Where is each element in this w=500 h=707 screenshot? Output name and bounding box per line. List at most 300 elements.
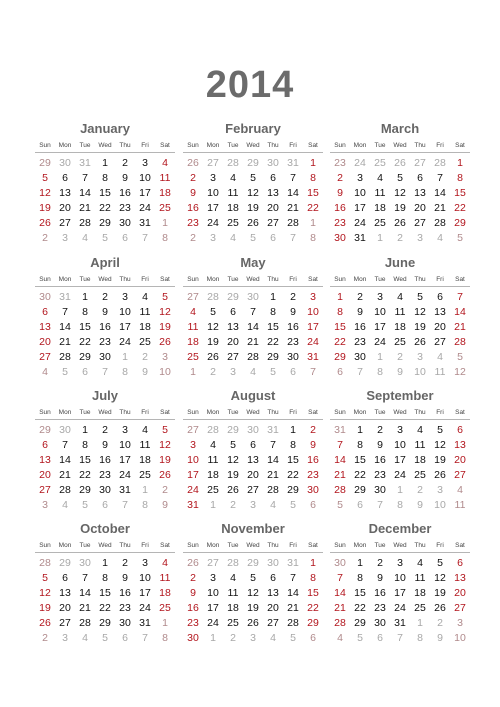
day-cell: 9 (290, 305, 296, 318)
day-cell: 31 (119, 483, 131, 496)
day-cell: 14 (247, 320, 259, 333)
month-title: September (366, 388, 434, 403)
weekday-label: Tue (227, 142, 239, 149)
day-cell: 25 (414, 468, 426, 481)
weekday-label: Fri (141, 542, 149, 549)
day-cell: 13 (39, 453, 51, 466)
day-cell: 3 (210, 571, 216, 584)
day-cell: 10 (394, 438, 406, 451)
day-cell: 11 (227, 186, 239, 199)
adjacent-month-day-cell: 2 (42, 231, 48, 244)
day-cell: 2 (377, 423, 383, 436)
day-cell: 8 (337, 305, 343, 318)
day-cell: 4 (142, 290, 148, 303)
adjacent-month-day-cell: 27 (207, 156, 219, 169)
weekday-label: Tue (79, 276, 91, 283)
day-cell: 27 (267, 616, 279, 629)
day-cell: 22 (79, 468, 91, 481)
adjacent-month-day-cell: 3 (417, 231, 423, 244)
weekday-label: Sun (39, 542, 51, 549)
weekday-label: Sat (160, 542, 170, 549)
adjacent-month-day-cell: 30 (59, 156, 71, 169)
day-cell: 1 (457, 156, 463, 169)
adjacent-month-day-cell: 12 (454, 365, 466, 378)
day-cell: 5 (437, 556, 443, 569)
day-cell: 9 (122, 571, 128, 584)
day-cell: 12 (39, 586, 51, 599)
weekday-label: Mon (206, 142, 220, 149)
adjacent-month-day-cell: 10 (434, 498, 446, 511)
adjacent-month-day-cell: 29 (227, 290, 239, 303)
adjacent-month-day-cell: 2 (437, 616, 443, 629)
month-title: July (91, 388, 118, 403)
weekday-label: Tue (79, 542, 91, 549)
adjacent-month-day-cell: 28 (227, 556, 239, 569)
adjacent-month-day-cell: 2 (42, 631, 48, 644)
month-november (183, 520, 323, 645)
day-cell: 9 (102, 438, 108, 451)
day-cell: 1 (357, 423, 363, 436)
week-row (183, 155, 323, 170)
week-row (35, 422, 175, 437)
day-cell: 1 (310, 556, 316, 569)
week-row (330, 155, 470, 170)
day-cell: 15 (307, 586, 319, 599)
day-cell: 22 (307, 201, 319, 214)
week-row (183, 585, 323, 600)
day-cell: 17 (139, 186, 151, 199)
adjacent-month-day-cell: 30 (267, 156, 279, 169)
day-cell: 27 (39, 350, 51, 363)
day-cell: 14 (79, 186, 91, 199)
day-cell: 1 (357, 556, 363, 569)
day-cell: 11 (159, 571, 171, 584)
day-cell: 5 (250, 171, 256, 184)
day-cell: 27 (267, 216, 279, 229)
adjacent-month-day-cell: 9 (162, 498, 168, 511)
adjacent-month-day-cell: 8 (417, 631, 423, 644)
day-cell: 22 (454, 201, 466, 214)
day-cell: 20 (434, 320, 446, 333)
adjacent-month-day-cell: 5 (290, 631, 296, 644)
adjacent-month-day-cell: 1 (397, 483, 403, 496)
day-cell: 7 (437, 171, 443, 184)
day-cell: 11 (159, 171, 171, 184)
adjacent-month-day-cell: 4 (437, 350, 443, 363)
day-cell: 20 (59, 601, 71, 614)
day-cell: 27 (454, 468, 466, 481)
day-cell: 4 (162, 556, 168, 569)
adjacent-month-day-cell: 11 (454, 498, 466, 511)
day-cell: 25 (414, 601, 426, 614)
weekday-label: Sat (455, 409, 465, 416)
month-title: February (225, 121, 281, 136)
adjacent-month-day-cell: 1 (142, 483, 148, 496)
day-cell: 8 (290, 438, 296, 451)
week-row (330, 230, 470, 245)
day-cell: 15 (307, 186, 319, 199)
weekday-label: Thu (119, 276, 131, 283)
week-row (183, 555, 323, 570)
day-cell: 2 (102, 423, 108, 436)
day-cell: 2 (290, 290, 296, 303)
weekday-label: Wed (98, 276, 112, 283)
week-row (183, 615, 323, 630)
week-row (330, 215, 470, 230)
week-row (183, 215, 323, 230)
day-cell: 19 (434, 586, 446, 599)
adjacent-month-day-cell: 1 (310, 216, 316, 229)
week-row (183, 230, 323, 245)
day-cell: 19 (39, 201, 51, 214)
adjacent-month-day-cell: 6 (377, 631, 383, 644)
day-cell: 14 (454, 305, 466, 318)
week-row (35, 437, 175, 452)
day-cell: 24 (119, 335, 131, 348)
day-cell: 17 (307, 320, 319, 333)
adjacent-month-day-cell: 4 (457, 483, 463, 496)
day-cell: 23 (374, 468, 386, 481)
day-cell: 17 (207, 601, 219, 614)
adjacent-month-day-cell: 4 (250, 365, 256, 378)
adjacent-month-day-cell: 31 (59, 290, 71, 303)
day-cell: 26 (434, 601, 446, 614)
week-row (330, 304, 470, 319)
day-cell: 26 (39, 216, 51, 229)
adjacent-month-day-cell: 6 (337, 365, 343, 378)
week-row (35, 570, 175, 585)
day-cell: 25 (227, 616, 239, 629)
day-cell: 12 (434, 438, 446, 451)
day-cell: 10 (354, 186, 366, 199)
day-cell: 22 (334, 335, 346, 348)
weekday-header (35, 540, 175, 553)
week-row (35, 600, 175, 615)
week-row (330, 452, 470, 467)
day-cell: 14 (59, 453, 71, 466)
day-cell: 7 (457, 290, 463, 303)
day-cell: 24 (307, 335, 319, 348)
adjacent-month-day-cell: 2 (210, 365, 216, 378)
day-cell: 3 (142, 156, 148, 169)
day-cell: 26 (247, 216, 259, 229)
weekday-header (35, 274, 175, 287)
day-cell: 14 (287, 586, 299, 599)
day-cell: 14 (434, 186, 446, 199)
day-cell: 6 (457, 556, 463, 569)
day-cell: 24 (374, 335, 386, 348)
day-cell: 21 (454, 320, 466, 333)
adjacent-month-day-cell: 1 (190, 365, 196, 378)
day-cell: 29 (307, 616, 319, 629)
weekday-label: Sun (39, 142, 51, 149)
adjacent-month-day-cell: 5 (82, 498, 88, 511)
day-cell: 17 (394, 586, 406, 599)
day-cell: 1 (290, 423, 296, 436)
day-cell: 28 (287, 616, 299, 629)
day-cell: 10 (119, 305, 131, 318)
week-row (330, 170, 470, 185)
adjacent-month-day-cell: 9 (397, 365, 403, 378)
adjacent-month-day-cell: 1 (377, 350, 383, 363)
day-cell: 21 (267, 468, 279, 481)
weekday-label: Sun (334, 542, 346, 549)
day-cell: 17 (374, 320, 386, 333)
week-row (330, 349, 470, 364)
day-cell: 13 (434, 305, 446, 318)
day-cell: 22 (99, 601, 111, 614)
weekday-label: Sat (160, 142, 170, 149)
day-cell: 16 (374, 586, 386, 599)
weekday-label: Sat (308, 276, 318, 283)
day-cell: 20 (454, 453, 466, 466)
week-row (183, 170, 323, 185)
adjacent-month-day-cell: 2 (142, 350, 148, 363)
adjacent-month-day-cell: 28 (207, 290, 219, 303)
week-row (35, 349, 175, 364)
day-cell: 3 (397, 556, 403, 569)
day-cell: 11 (139, 438, 151, 451)
day-cell: 6 (437, 290, 443, 303)
day-cell: 19 (247, 201, 259, 214)
weekday-header (35, 140, 175, 153)
day-cell: 29 (354, 483, 366, 496)
week-row (183, 630, 323, 645)
day-cell: 24 (207, 216, 219, 229)
day-cell: 2 (337, 171, 343, 184)
day-cell: 6 (457, 423, 463, 436)
day-cell: 29 (334, 350, 346, 363)
day-cell: 30 (99, 350, 111, 363)
day-cell: 18 (414, 586, 426, 599)
day-cell: 21 (287, 201, 299, 214)
day-cell: 10 (139, 171, 151, 184)
day-cell: 23 (99, 335, 111, 348)
day-cell: 29 (99, 216, 111, 229)
adjacent-month-day-cell: 7 (310, 365, 316, 378)
weekday-label: Thu (414, 276, 426, 283)
day-cell: 20 (267, 201, 279, 214)
adjacent-month-day-cell: 31 (267, 423, 279, 436)
day-cell: 15 (454, 186, 466, 199)
day-cell: 27 (247, 483, 259, 496)
day-cell: 18 (207, 468, 219, 481)
weekday-label: Sun (334, 142, 346, 149)
week-row (330, 437, 470, 452)
day-cell: 27 (227, 350, 239, 363)
day-cell: 8 (82, 305, 88, 318)
day-cell: 12 (207, 320, 219, 333)
weekday-label: Thu (119, 142, 131, 149)
weekday-label: Wed (98, 142, 112, 149)
adjacent-month-day-cell: 31 (287, 156, 299, 169)
week-row (183, 422, 323, 437)
day-cell: 20 (267, 601, 279, 614)
day-cell: 3 (122, 423, 128, 436)
day-cell: 6 (62, 571, 68, 584)
week-row (330, 615, 470, 630)
day-cell: 31 (394, 616, 406, 629)
adjacent-month-day-cell: 31 (287, 556, 299, 569)
day-cell: 21 (334, 468, 346, 481)
weekday-label: Tue (374, 409, 386, 416)
day-cell: 22 (354, 601, 366, 614)
adjacent-month-day-cell: 7 (142, 631, 148, 644)
adjacent-month-day-cell: 10 (159, 365, 171, 378)
week-row (183, 200, 323, 215)
weekday-label: Mon (58, 276, 72, 283)
day-cell: 12 (227, 453, 239, 466)
day-cell: 1 (82, 423, 88, 436)
day-cell: 16 (287, 320, 299, 333)
adjacent-month-day-cell: 6 (310, 631, 316, 644)
day-cell: 23 (187, 616, 199, 629)
weekday-label: Wed (246, 142, 260, 149)
adjacent-month-day-cell: 7 (142, 231, 148, 244)
adjacent-month-day-cell: 4 (82, 631, 88, 644)
day-cell: 16 (119, 186, 131, 199)
weekday-label: Wed (393, 409, 407, 416)
day-cell: 12 (434, 571, 446, 584)
adjacent-month-day-cell: 5 (290, 498, 296, 511)
day-cell: 7 (250, 305, 256, 318)
adjacent-month-day-cell: 7 (102, 365, 108, 378)
day-cell: 4 (377, 171, 383, 184)
weekday-label: Mon (353, 409, 367, 416)
weekday-label: Fri (141, 409, 149, 416)
month-january (35, 120, 175, 245)
year-title: 2014 (205, 64, 295, 106)
adjacent-month-day-cell: 28 (434, 156, 446, 169)
day-cell: 19 (207, 335, 219, 348)
weekday-label: Thu (267, 409, 279, 416)
day-cell: 4 (397, 290, 403, 303)
day-cell: 11 (374, 186, 386, 199)
day-cell: 23 (374, 601, 386, 614)
weekday-label: Tue (374, 142, 386, 149)
day-cell: 2 (357, 290, 363, 303)
weekday-label: Mon (353, 142, 367, 149)
day-cell: 9 (310, 438, 316, 451)
week-row (35, 467, 175, 482)
month-august (183, 387, 323, 512)
day-cell: 28 (454, 335, 466, 348)
adjacent-month-day-cell: 9 (417, 498, 423, 511)
adjacent-month-day-cell: 5 (457, 350, 463, 363)
day-cell: 22 (267, 335, 279, 348)
day-cell: 30 (99, 483, 111, 496)
weekday-label: Thu (119, 409, 131, 416)
day-cell: 20 (414, 201, 426, 214)
day-cell: 5 (162, 290, 168, 303)
day-cell: 8 (310, 571, 316, 584)
adjacent-month-day-cell: 7 (397, 631, 403, 644)
day-cell: 11 (187, 320, 199, 333)
day-cell: 13 (414, 186, 426, 199)
weekday-header (330, 140, 470, 153)
adjacent-month-day-cell: 10 (414, 365, 426, 378)
day-cell: 25 (159, 601, 171, 614)
day-cell: 4 (417, 423, 423, 436)
week-row (330, 289, 470, 304)
day-cell: 19 (159, 320, 171, 333)
weekday-label: Mon (58, 142, 72, 149)
day-cell: 25 (159, 201, 171, 214)
day-cell: 26 (207, 350, 219, 363)
adjacent-month-day-cell: 29 (247, 156, 259, 169)
weekday-label: Fri (289, 409, 297, 416)
weekday-header (183, 540, 323, 553)
adjacent-month-day-cell: 29 (247, 556, 259, 569)
day-cell: 4 (230, 571, 236, 584)
adjacent-month-day-cell: 10 (454, 631, 466, 644)
week-row (330, 422, 470, 437)
adjacent-month-day-cell: 2 (162, 483, 168, 496)
week-row (35, 319, 175, 334)
day-cell: 8 (102, 171, 108, 184)
day-cell: 3 (377, 290, 383, 303)
day-cell: 2 (190, 171, 196, 184)
weekday-label: Fri (289, 542, 297, 549)
day-cell: 11 (414, 571, 426, 584)
day-cell: 5 (162, 423, 168, 436)
week-row (35, 497, 175, 512)
adjacent-month-day-cell: 8 (162, 631, 168, 644)
day-cell: 24 (394, 468, 406, 481)
week-row (330, 482, 470, 497)
adjacent-month-day-cell: 4 (62, 498, 68, 511)
day-cell: 23 (119, 201, 131, 214)
day-cell: 6 (42, 438, 48, 451)
adjacent-month-day-cell: 4 (337, 631, 343, 644)
week-row (35, 630, 175, 645)
day-cell: 25 (207, 483, 219, 496)
weekday-label: Fri (436, 542, 444, 549)
day-cell: 15 (334, 320, 346, 333)
adjacent-month-day-cell: 5 (337, 498, 343, 511)
day-cell: 11 (139, 305, 151, 318)
month-july (35, 387, 175, 512)
day-cell: 9 (190, 186, 196, 199)
day-cell: 14 (334, 586, 346, 599)
day-cell: 27 (59, 216, 71, 229)
day-cell: 25 (374, 216, 386, 229)
adjacent-month-day-cell: 6 (122, 231, 128, 244)
day-cell: 31 (354, 231, 366, 244)
month-title: May (240, 255, 266, 270)
day-cell: 16 (119, 586, 131, 599)
week-row (183, 349, 323, 364)
day-cell: 8 (457, 171, 463, 184)
day-cell: 6 (62, 171, 68, 184)
day-cell: 2 (190, 571, 196, 584)
day-cell: 15 (354, 453, 366, 466)
day-cell: 10 (307, 305, 319, 318)
day-cell: 28 (434, 216, 446, 229)
day-cell: 29 (79, 350, 91, 363)
week-row (35, 482, 175, 497)
day-cell: 30 (374, 616, 386, 629)
adjacent-month-day-cell: 5 (457, 231, 463, 244)
day-cell: 24 (139, 601, 151, 614)
day-cell: 31 (307, 350, 319, 363)
day-cell: 18 (227, 201, 239, 214)
day-cell: 27 (59, 616, 71, 629)
day-cell: 20 (59, 201, 71, 214)
week-row (183, 289, 323, 304)
day-cell: 15 (99, 586, 111, 599)
adjacent-month-day-cell: 1 (122, 350, 128, 363)
